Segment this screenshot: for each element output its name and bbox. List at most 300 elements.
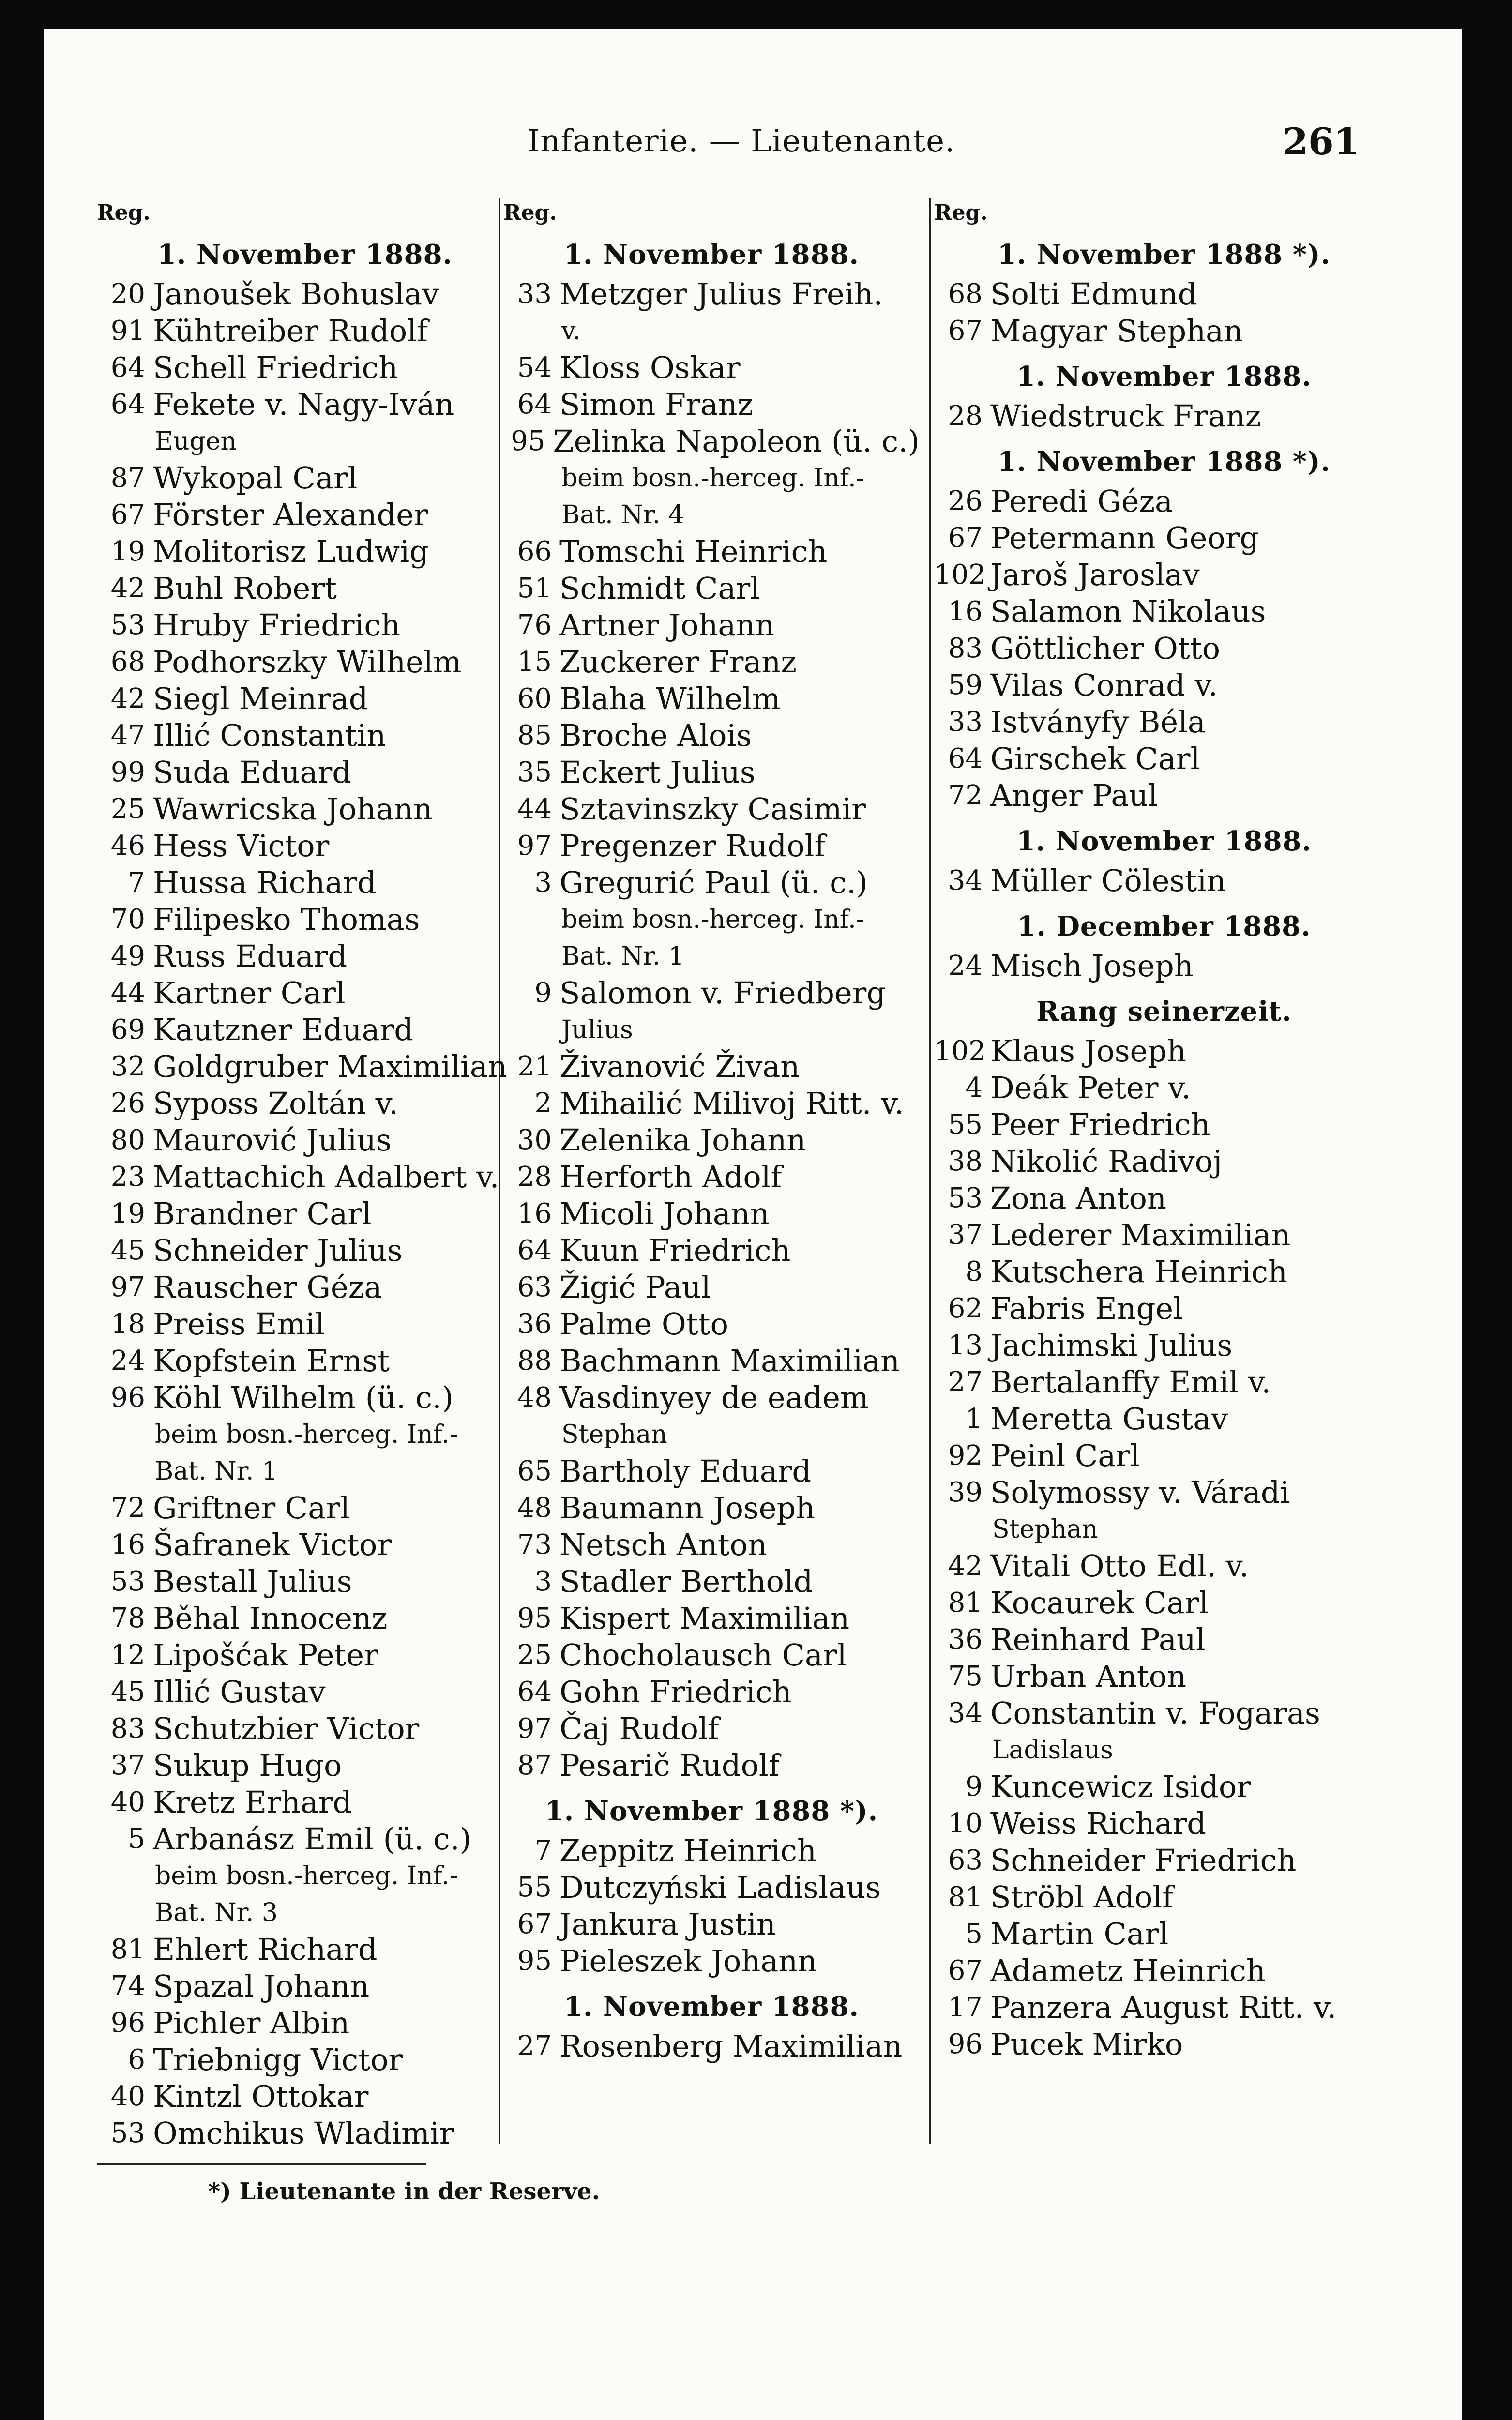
regiment-number: 88: [517, 1345, 552, 1376]
entry-continuation: Stephan: [992, 1515, 1098, 1544]
list-item: [934, 1989, 1394, 2026]
officer-name: Weiss Richard: [990, 1806, 1206, 1841]
list-item: [97, 1784, 513, 1821]
officer-name: Gohn Friedrich: [559, 1674, 792, 1709]
list-item: [97, 2042, 513, 2078]
entry-continuation: beim bosn.-herceg. Inf.-: [155, 1861, 458, 1891]
officer-name: Pregenzer Rudolf: [559, 828, 826, 863]
list-item: [503, 1306, 920, 1343]
list-item: [503, 1453, 920, 1490]
entry-continuation: Ladislaus: [992, 1736, 1113, 1765]
entry-continuation: Julius: [561, 1015, 633, 1044]
list-item: [934, 1695, 1394, 1732]
list-item: [934, 1143, 1394, 1180]
regiment-number: 16: [110, 1529, 145, 1560]
date-heading: Rang seinerzeit.: [1036, 996, 1292, 1028]
regiment-number: 72: [110, 1492, 145, 1524]
regiment-number: 95: [517, 1945, 552, 1977]
officer-name: Rosenberg Maximilian: [559, 2028, 903, 2064]
list-item: [97, 533, 513, 570]
regiment-number: 42: [110, 683, 145, 714]
list-item: [934, 1290, 1394, 1327]
list-item: [97, 497, 513, 533]
officer-name: Eckert Julius: [559, 755, 756, 790]
regiment-number: 4: [965, 1072, 983, 1104]
regiment-number: 20: [110, 278, 145, 310]
regiment-number: 67: [517, 1908, 552, 1940]
entry-continuation: Stephan: [561, 1420, 667, 1449]
list-item: [503, 1869, 920, 1906]
list-item: [934, 630, 1394, 667]
list-item: [97, 2078, 513, 2115]
officer-name: Istványfy Béla: [990, 704, 1206, 740]
list-item: [503, 1269, 920, 1306]
officer-name: Hess Victor: [153, 828, 330, 863]
list-item: [503, 1747, 920, 1784]
officer-name: Stadler Berthold: [559, 1564, 813, 1599]
regiment-number: 96: [948, 2028, 983, 2060]
officer-name: Běhal Innocenz: [153, 1601, 388, 1636]
list-item: [97, 2115, 513, 2152]
list-item: [97, 791, 513, 828]
officer-name: Kuncewicz Isidor: [990, 1769, 1252, 1804]
officer-name: Magyar Stephan: [990, 313, 1243, 348]
officer-name: Zona Anton: [990, 1180, 1166, 1216]
list-item: [503, 1637, 920, 1674]
regiment-number: 40: [110, 1786, 145, 1818]
regiment-number: 23: [110, 1161, 145, 1193]
entry-continuation: Bat. Nr. 3: [155, 1898, 278, 1927]
list-item: [934, 1585, 1394, 1621]
officer-name: Zuckerer Franz: [559, 644, 797, 680]
officer-name: Kispert Maximilian: [559, 1601, 850, 1636]
regiment-number: 102: [934, 559, 986, 590]
regiment-number: 53: [110, 2118, 145, 2149]
officer-name: Fekete v. Nagy-Iván: [153, 387, 454, 422]
regiment-number: 68: [948, 278, 983, 310]
list-item: [934, 1842, 1394, 1879]
list-item: [97, 607, 513, 644]
officer-name: Zeppitz Heinrich: [559, 1833, 816, 1868]
officer-name: Palme Otto: [559, 1306, 728, 1342]
list-item: [97, 754, 513, 791]
regiment-number: 83: [948, 633, 983, 664]
regiment-number: 45: [110, 1235, 145, 1266]
officer-name: Wawricska Johann: [153, 791, 433, 827]
officer-name: Sukup Hugo: [153, 1748, 342, 1783]
regiment-number: 99: [110, 756, 145, 788]
regiment-number: 83: [110, 1713, 145, 1744]
list-item: [934, 313, 1394, 349]
regiment-number: 35: [517, 756, 552, 788]
officer-name: Kautzner Eduard: [153, 1012, 413, 1047]
date-heading: 1. November 1888.: [157, 239, 453, 271]
list-item: [503, 717, 920, 754]
officer-name: Jachimski Julius: [990, 1328, 1233, 1363]
list-item: [934, 862, 1394, 899]
regiment-number: 34: [948, 1697, 983, 1729]
list-item: [503, 1232, 920, 1269]
date-heading: 1. November 1888.: [563, 239, 860, 271]
officer-name: Peer Friedrich: [990, 1107, 1210, 1142]
officer-name: Baumann Joseph: [559, 1490, 816, 1526]
regiment-number: 51: [517, 573, 552, 604]
regiment-number: 9: [965, 1771, 983, 1802]
list-item: [503, 1159, 920, 1195]
regiment-number: 40: [110, 2081, 145, 2112]
officer-name: Hruby Friedrich: [153, 607, 401, 643]
regiment-number: 16: [948, 596, 983, 627]
regiment-number: 34: [948, 865, 983, 896]
list-item: [934, 777, 1394, 814]
regiment-number: 67: [948, 315, 983, 347]
officer-name: Filipesko Thomas: [153, 902, 420, 937]
list-item: [934, 667, 1394, 704]
regiment-number: 64: [110, 389, 145, 420]
regiment-number: 69: [110, 1014, 145, 1045]
regiment-number: 64: [948, 743, 983, 774]
regiment-number: 81: [110, 1934, 145, 1965]
regiment-number: 64: [517, 1676, 552, 1708]
list-item: [503, 1490, 920, 1527]
list-item: [934, 1254, 1394, 1290]
regiment-number: 25: [110, 793, 145, 825]
officer-name: Kuun Friedrich: [559, 1233, 791, 1268]
officer-name: Preiss Emil: [153, 1306, 325, 1342]
regiment-number: 97: [110, 1271, 145, 1303]
list-item: [934, 1070, 1394, 1106]
regiment-number: 2: [534, 1088, 552, 1119]
regiment-number: 19: [110, 536, 145, 567]
regiment-number: 73: [517, 1529, 552, 1560]
regiment-number: 76: [517, 609, 552, 641]
officer-name: Solti Edmund: [990, 276, 1197, 312]
regiment-number: 44: [517, 793, 552, 825]
officer-name: Schneider Julius: [153, 1233, 403, 1268]
list-item: [97, 1232, 513, 1269]
list-item: [97, 1012, 513, 1048]
list-item: [934, 1621, 1394, 1658]
officer-name: Meretta Gustav: [990, 1401, 1228, 1437]
officer-name: Constantin v. Fogaras: [990, 1695, 1320, 1731]
regiment-number: 64: [517, 1235, 552, 1266]
regiment-number: 87: [517, 1750, 552, 1781]
list-item: [97, 276, 513, 313]
list-item: [97, 1122, 513, 1159]
list-item: [934, 1805, 1394, 1842]
list-item: [934, 704, 1394, 741]
regiment-number: 63: [948, 1845, 983, 1876]
regiment-number: 19: [110, 1198, 145, 1229]
regiment-number: 1: [965, 1403, 983, 1435]
regiment-number: 27: [517, 2030, 552, 2062]
footnote-rule: [97, 2163, 426, 2165]
regiment-number: 59: [948, 669, 983, 701]
officer-name: Suda Eduard: [153, 755, 351, 790]
officer-name: Misch Joseph: [990, 948, 1194, 983]
regiment-number: 13: [948, 1330, 983, 1361]
regiment-number: 97: [517, 830, 552, 862]
regiment-number: 85: [517, 720, 552, 751]
list-item: [97, 313, 513, 349]
regiment-number: 26: [110, 1088, 145, 1119]
officer-name: Broche Alois: [559, 718, 752, 753]
regiment-number: 33: [948, 706, 983, 738]
officer-name: Rauscher Géza: [153, 1270, 382, 1305]
list-item: [934, 483, 1394, 520]
entry-continuation: v.: [561, 317, 581, 346]
regiment-number: 5: [128, 1823, 145, 1855]
officer-name: Panzera August Ritt. v.: [990, 1990, 1337, 2025]
list-item: [97, 349, 513, 386]
officer-name: Kretz Erhard: [153, 1785, 352, 1820]
list-item: [97, 1343, 513, 1379]
page-header: Infanterie. — Lieutenante.: [528, 123, 955, 159]
list-item: [503, 533, 920, 570]
regiment-number: 64: [517, 389, 552, 420]
officer-name: Urban Anton: [990, 1659, 1187, 1694]
list-item: [503, 864, 920, 901]
list-item: [934, 398, 1394, 435]
reg-label: Reg.: [934, 200, 988, 225]
officer-name: Jankura Justin: [559, 1906, 776, 1942]
list-item: [934, 1364, 1394, 1401]
officer-name: Gregurić Paul (ü. c.): [559, 865, 868, 900]
regiment-number: 27: [948, 1366, 983, 1398]
officer-name: Köhl Wilhelm (ü. c.): [153, 1380, 454, 1415]
officer-name: Šafranek Victor: [153, 1527, 392, 1562]
regiment-number: 37: [110, 1750, 145, 1781]
officer-name: Omchikus Wladimir: [153, 2116, 454, 2151]
officer-name: Metzger Julius Freih.: [559, 276, 883, 312]
officer-name: Žigić Paul: [559, 1270, 711, 1305]
officer-name: Tomschi Heinrich: [559, 534, 828, 569]
regiment-number: 46: [110, 830, 145, 862]
regiment-number: 30: [517, 1124, 552, 1156]
regiment-number: 25: [517, 1639, 552, 1671]
list-item: [97, 1159, 513, 1195]
list-item: [503, 386, 920, 423]
list-item: [934, 1106, 1394, 1143]
date-heading: 1. November 1888 *).: [997, 239, 1331, 271]
list-item: [503, 1563, 920, 1600]
regiment-number: 21: [517, 1051, 552, 1082]
officer-name: Förster Alexander: [153, 497, 428, 532]
officer-name: Dutczyński Ladislaus: [559, 1870, 881, 1905]
regiment-number: 70: [110, 904, 145, 935]
officer-name: Lipošćak Peter: [153, 1637, 378, 1673]
officer-name: Podhorszky Wilhelm: [153, 644, 462, 680]
officer-name: Salomon v. Friedberg: [559, 975, 886, 1011]
officer-name: Spazal Johann: [153, 1968, 370, 2004]
regiment-number: 17: [948, 1992, 983, 2023]
regiment-number: 95: [511, 425, 545, 457]
officer-name: Göttlicher Otto: [990, 631, 1221, 666]
regiment-number: 55: [948, 1109, 983, 1140]
regiment-number: 67: [948, 1955, 983, 1986]
list-item: [503, 1527, 920, 1563]
list-item: [503, 607, 920, 644]
officer-name: Molitorisz Ludwig: [153, 534, 429, 569]
regiment-number: 53: [110, 609, 145, 641]
list-item: [934, 520, 1394, 557]
regiment-number: 47: [110, 720, 145, 751]
regiment-number: 32: [110, 1051, 145, 1082]
date-heading: 1. November 1888.: [563, 1991, 860, 2023]
list-item: [97, 1048, 513, 1085]
list-item: [97, 828, 513, 864]
list-item: [934, 557, 1394, 593]
list-item: [503, 681, 920, 717]
list-item: [97, 1379, 513, 1416]
list-item: [934, 1879, 1394, 1916]
regiment-number: 65: [517, 1455, 552, 1487]
list-item: [97, 1710, 513, 1747]
list-item: [503, 1832, 920, 1869]
regiment-number: 33: [517, 278, 552, 310]
officer-name: Ströbl Adolf: [990, 1879, 1174, 1915]
list-item: [503, 1048, 920, 1085]
list-item: [97, 717, 513, 754]
list-item: [934, 1180, 1394, 1217]
list-item: [934, 741, 1394, 777]
officer-name: Peredi Géza: [990, 484, 1173, 519]
list-item: [97, 1600, 513, 1637]
list-item: [97, 1527, 513, 1563]
list-item: [934, 1033, 1394, 1070]
list-item: [934, 2026, 1394, 2063]
officer-name: Kutschera Heinrich: [990, 1254, 1287, 1289]
officer-name: Wiedstruck Franz: [990, 398, 1261, 434]
reg-label: Reg.: [503, 200, 557, 225]
officer-name: Klaus Joseph: [990, 1033, 1186, 1069]
list-item: [503, 570, 920, 607]
officer-name: Ehlert Richard: [153, 1932, 378, 1967]
regiment-number: 53: [948, 1182, 983, 1214]
list-item: [97, 1269, 513, 1306]
regiment-number: 54: [517, 352, 552, 383]
officer-name: Kocaurek Carl: [990, 1585, 1209, 1620]
officer-name: Hussa Richard: [153, 865, 377, 900]
officer-name: Mihailić Milivoj Ritt. v.: [559, 1086, 904, 1121]
list-item: [503, 1906, 920, 1943]
regiment-number: 97: [517, 1713, 552, 1744]
regiment-number: 36: [517, 1308, 552, 1340]
list-item: [503, 1195, 920, 1232]
list-item: [503, 975, 920, 1012]
regiment-number: 75: [948, 1661, 983, 1692]
officer-name: Fabris Engel: [990, 1291, 1183, 1326]
list-item: [503, 2028, 920, 2065]
list-item: [934, 1401, 1394, 1437]
officer-name: Griftner Carl: [153, 1490, 350, 1526]
officer-name: Maurović Julius: [153, 1122, 392, 1158]
officer-name: Anger Paul: [990, 778, 1158, 813]
officer-name: Kühtreiber Rudolf: [153, 313, 428, 348]
officer-name: Bartholy Eduard: [559, 1453, 812, 1489]
regiment-number: 45: [110, 1676, 145, 1708]
regiment-number: 5: [965, 1918, 983, 1950]
list-item: [934, 1548, 1394, 1585]
list-item: [934, 1327, 1394, 1364]
list-item: [97, 460, 513, 497]
list-item: [97, 938, 513, 975]
list-item: [503, 276, 920, 313]
officer-name: Buhl Robert: [153, 571, 337, 606]
list-item: [934, 1658, 1394, 1695]
regiment-number: 72: [948, 780, 983, 811]
regiment-number: 67: [110, 499, 145, 530]
officer-name: Siegl Meinrad: [153, 681, 368, 716]
entry-continuation: beim bosn.-herceg. Inf.-: [155, 1420, 458, 1449]
entry-continuation: beim bosn.-herceg. Inf.-: [561, 464, 865, 493]
column-1: [97, 198, 513, 2152]
regiment-number: 42: [110, 573, 145, 604]
date-heading: 1. December 1888.: [1017, 910, 1311, 942]
column-3: [934, 198, 1394, 2063]
list-item: [503, 1343, 920, 1379]
officer-name: Girschek Carl: [990, 741, 1200, 776]
officer-name: Pesarič Rudolf: [559, 1748, 780, 1783]
list-item: [97, 1085, 513, 1122]
regiment-number: 49: [110, 940, 145, 972]
officer-name: Syposs Zoltán v.: [153, 1086, 398, 1121]
officer-name: Netsch Anton: [559, 1527, 767, 1562]
officer-name: Janoušek Bohuslav: [153, 276, 439, 312]
list-item: [97, 644, 513, 681]
list-item: [503, 644, 920, 681]
list-item: [503, 1710, 920, 1747]
officer-name: Müller Cölestin: [990, 863, 1226, 898]
officer-name: Schutzbier Victor: [153, 1711, 420, 1746]
regiment-number: 48: [517, 1492, 552, 1524]
regiment-number: 53: [110, 1566, 145, 1597]
regiment-number: 37: [948, 1219, 983, 1251]
date-heading: 1. November 1888.: [1016, 825, 1312, 857]
regiment-number: 18: [110, 1308, 145, 1340]
list-item: [934, 1217, 1394, 1254]
regiment-number: 28: [948, 400, 983, 432]
officer-name: Sztavinszky Casimir: [559, 791, 866, 827]
regiment-number: 91: [110, 315, 145, 347]
officer-name: Bertalanffy Emil v.: [990, 1364, 1271, 1400]
list-item: [503, 828, 920, 864]
officer-name: Vitali Otto Edl. v.: [990, 1548, 1249, 1584]
list-item: [97, 1637, 513, 1674]
list-item: [934, 1474, 1394, 1511]
list-item: [934, 1952, 1394, 1989]
entry-continuation: Bat. Nr. 1: [155, 1457, 278, 1486]
regiment-number: 67: [948, 522, 983, 554]
list-item: [503, 1379, 920, 1416]
list-item: [97, 1821, 513, 1858]
regiment-number: 102: [934, 1035, 986, 1067]
regiment-number: 81: [948, 1587, 983, 1618]
regiment-number: 63: [517, 1271, 552, 1303]
officer-name: Peinl Carl: [990, 1438, 1140, 1473]
officer-name: Schmidt Carl: [559, 571, 760, 606]
reg-label: Reg.: [97, 200, 151, 225]
regiment-number: 9: [534, 977, 552, 1009]
list-item: [503, 423, 920, 460]
regiment-number: 15: [517, 646, 552, 678]
list-item: [934, 276, 1394, 313]
officer-name: Petermann Georg: [990, 520, 1259, 556]
list-item: [97, 1747, 513, 1784]
officer-name: Reinhard Paul: [990, 1622, 1206, 1657]
regiment-number: 38: [948, 1146, 983, 1177]
list-item: [97, 570, 513, 607]
